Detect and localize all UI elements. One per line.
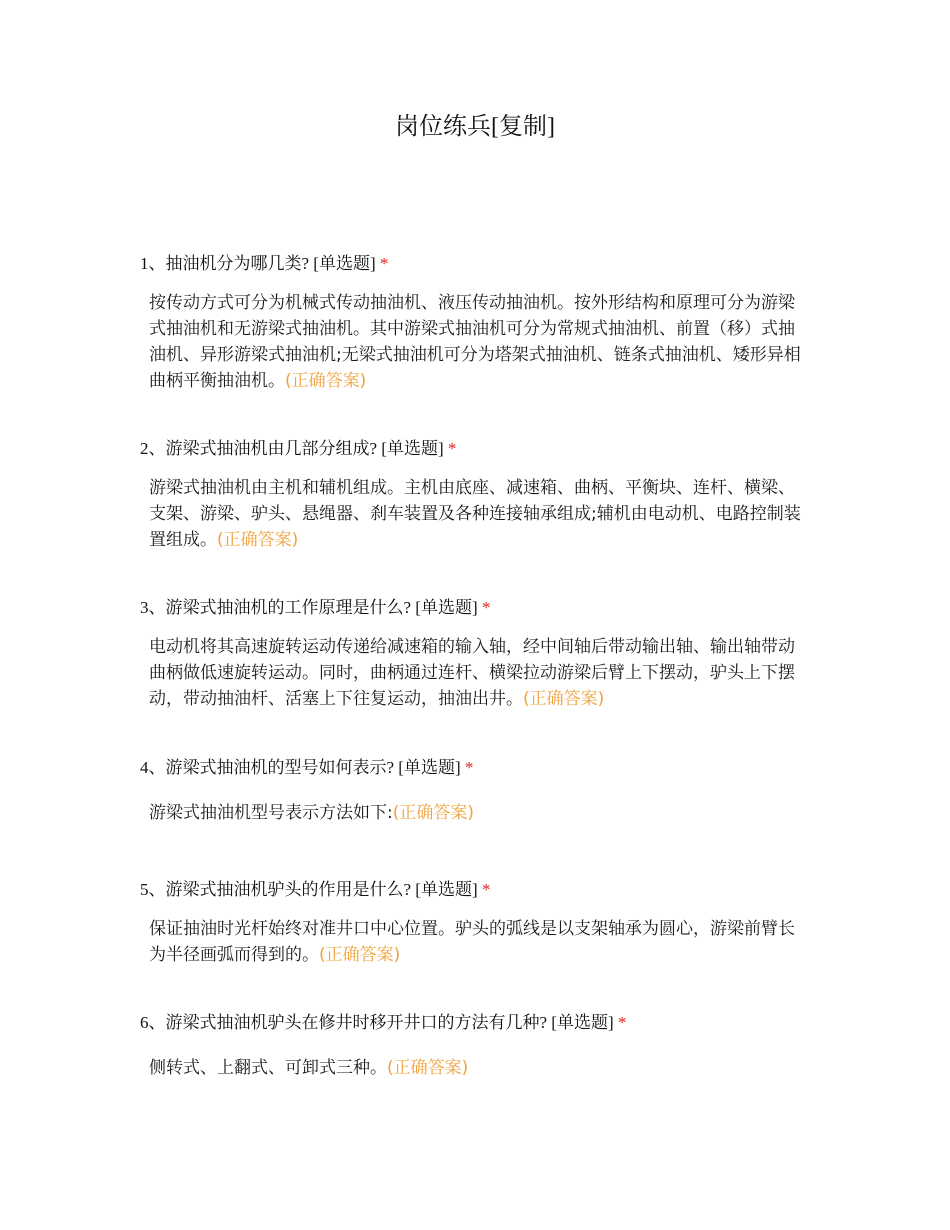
- question-heading: [140, 878, 820, 902]
- answer-body: 保证抽油时光杆始终对准井口中心位置。驴头的弧线是以支架轴承为圆心，游梁前臂长为半径画弧而得到的。: [149, 919, 795, 965]
- question-5: [140, 878, 820, 968]
- correct-answer-label: (正确答案): [523, 689, 605, 709]
- required-marker: *: [447, 439, 457, 458]
- answer-text: [149, 634, 804, 712]
- question-text: 游梁式抽油机由几部分组成?: [165, 439, 378, 458]
- page-title: 岗位练兵[复制]: [395, 114, 555, 140]
- answer-body: 游梁式抽油机型号表示方法如下:: [149, 803, 393, 823]
- question-heading: [140, 596, 820, 620]
- required-marker: *: [481, 880, 491, 899]
- answer-text: [149, 475, 804, 553]
- question-1: [140, 252, 820, 394]
- required-marker: *: [464, 758, 474, 777]
- question-number: 5、: [140, 880, 166, 899]
- question-6: [140, 1011, 820, 1081]
- answer-body: 侧转式、上翻式、可卸式三种。: [149, 1058, 387, 1078]
- question-type: [单选题]: [551, 1013, 614, 1032]
- correct-answer-label: (正确答案): [285, 371, 367, 391]
- question-text: 抽油机分为哪几类?: [165, 254, 310, 273]
- question-heading: [140, 756, 820, 780]
- question-3: [140, 596, 820, 712]
- question-text: 游梁式抽油机驴头的作用是什么?: [165, 880, 412, 899]
- question-type: [单选题]: [415, 880, 478, 899]
- question-type: [单选题]: [381, 439, 444, 458]
- question-text: 游梁式抽油机驴头在修井时移开井口的方法有几种?: [165, 1013, 548, 1032]
- question-type: [单选题]: [398, 758, 461, 777]
- question-heading: [140, 1011, 820, 1035]
- answer-body: 电动机将其高速旋转运动传递给减速箱的输入轴，经中间轴后带动输出轴、输出轴带动曲柄做低速旋转运动。同时，曲柄通过连杆、横梁拉动游梁后臂上下摆动，驴头上下摆动，带动抽油杆、活塞上下往复运动，抽油出井。: [149, 637, 795, 709]
- question-text: 游梁式抽油机的工作原理是什么?: [165, 598, 412, 617]
- question-heading: [140, 252, 820, 276]
- correct-answer-label: (正确答案): [319, 945, 401, 965]
- question-number: 1、: [140, 254, 166, 273]
- question-text: 游梁式抽油机的型号如何表示?: [165, 758, 395, 777]
- answer-text: [149, 1055, 804, 1081]
- answer-text: [149, 800, 804, 826]
- answer-body: 按传动方式可分为机械式传动抽油机、液压传动抽油机。按外形结构和原理可分为游梁式抽油机和无游梁式抽油机。其中游梁式抽油机可分为常规式抽油机、前置（移）式抽油机、异形游梁式抽油机;无梁式抽油机可分为塔架式抽油机、链条式抽油机、矮形异相曲柄平衡抽油机。: [149, 293, 801, 391]
- correct-answer-label: (正确答案): [217, 530, 299, 550]
- question-number: 6、: [140, 1013, 166, 1032]
- correct-answer-label: (正确答案): [387, 1058, 469, 1078]
- answer-body: 游梁式抽油机由主机和辅机组成。主机由底座、减速箱、曲柄、平衡块、连杆、横梁、支架、游梁、驴头、悬绳器、刹车装置及各种连接轴承组成;辅机由电动机、电路控制装置组成。: [149, 478, 801, 550]
- question-4: [140, 756, 820, 826]
- question-type: [单选题]: [313, 254, 376, 273]
- correct-answer-label: (正确答案): [392, 803, 474, 823]
- question-2: [140, 437, 820, 553]
- required-marker: *: [617, 1013, 627, 1032]
- question-type: [单选题]: [415, 598, 478, 617]
- question-number: 2、: [140, 439, 166, 458]
- answer-text: [149, 916, 804, 968]
- answer-text: [149, 290, 804, 394]
- question-number: 3、: [140, 598, 166, 617]
- question-number: 4、: [140, 758, 166, 777]
- required-marker: *: [379, 254, 389, 273]
- question-heading: [140, 437, 820, 461]
- required-marker: *: [481, 598, 491, 617]
